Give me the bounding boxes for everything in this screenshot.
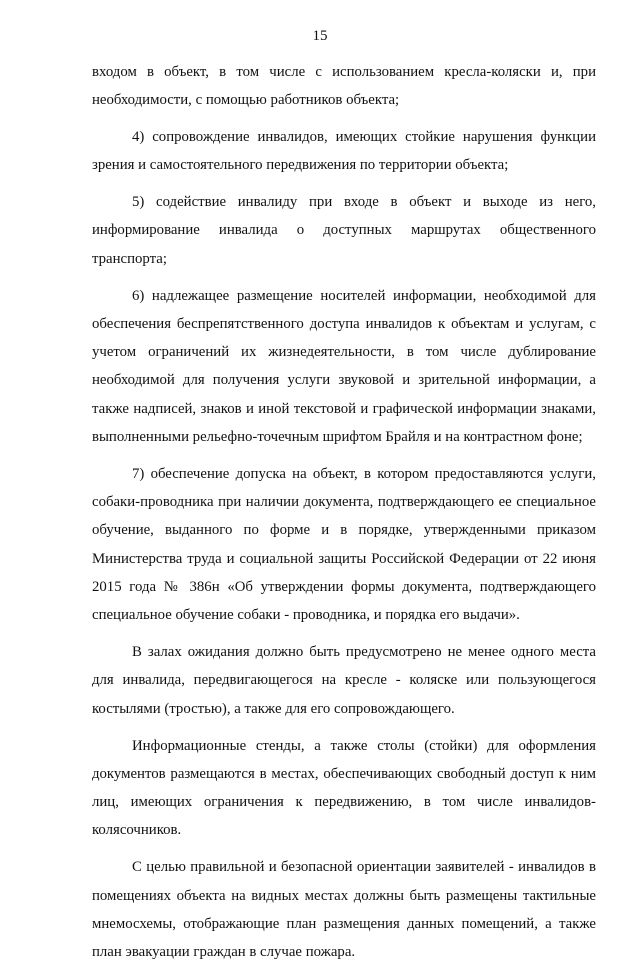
document-body [92, 58, 596, 975]
page-number: 15 [312, 28, 328, 44]
paragraph-item-4: 4) сопровождение инвалидов, имеющих стойкие нарушения функции зрения и самостоятельного передвижения по территории объекта; [92, 129, 596, 174]
paragraph-item-6: 6) надлежащее размещение носителей информации, необходимой для обеспечения беспрепятственного доступа инвалидов к объектам и услугам, с учетом ограничений их жизнедеятельности, в том числе дублирование необходимой для получения услуги звуковой и зрительной информации, а также надписей, знаков и иной текстовой и графической информации знаками, выполненными рельефно-точечным шрифтом Брайля и на контрастном фоне; [92, 287, 596, 446]
paragraph-item-5: 5) содействие инвалиду при входе в объект и выходе из него, информирование инвалида о доступных маршрутах общественного транспорта; [92, 194, 596, 267]
paragraph-info-stands: Информационные стенды, а также столы (стойки) для оформления документов размещаются в местах, обеспечивающих свободный доступ к ним лиц, имеющих ограничения к передвижению, в том числе инвалидов-колясочников. [92, 737, 596, 839]
paragraph-continuation: входом в объект, в том числе с использованием кресла-коляски и, при необходимости, с помощью работников объекта; [92, 64, 596, 109]
paragraph-item-7: 7) обеспечение допуска на объект, в котором предоставляются услуги, собаки-проводника при наличии документа, подтверждающего ее специальное обучение, выданного по форме и в порядке, утвержденными приказом Министерства труда и социальной защиты Российской Федерации от 22 июня 2015 года № 386н «Об утверждении формы документа, подтверждающего специальное обучение собаки - проводника, и порядка его выдачи». [92, 465, 596, 624]
paragraph-tactile-schemes: С целью правильной и безопасной ориентации заявителей - инвалидов в помещениях объекта на видных местах должны быть размещены тактильные мнемосхемы, отображающие план размещения данных помещений, а также план эвакуации граждан в случае пожара. [92, 859, 596, 961]
paragraph-waiting-rooms: В залах ожидания должно быть предусмотрено не менее одного места для инвалида, передвигающегося на кресле - коляске или пользующегося костылями (тростью), а также для его сопровождающего. [92, 644, 596, 717]
